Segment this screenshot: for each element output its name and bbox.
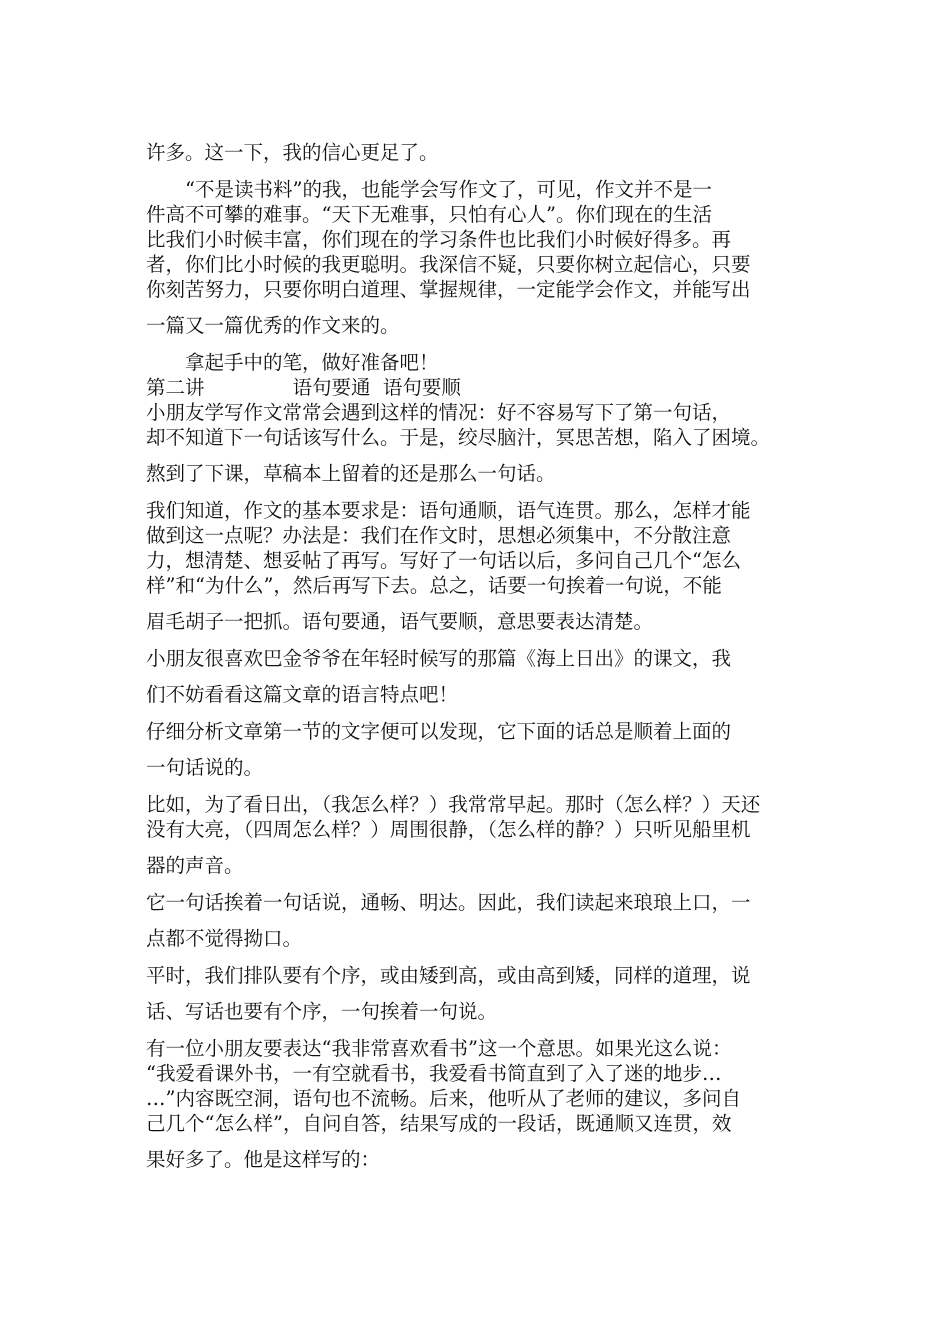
text-line: 仔细分析文章第一节的文字便可以发现，它下面的话总是顺着上面的 (146, 720, 732, 743)
text-line: 平时，我们排队要有个序，或由矮到高，或由高到矮，同样的道理，说 (146, 964, 751, 987)
text-line: 者，你们比小时候的我更聪明。我深信不疑，只要你树立起信心，只要 (146, 253, 751, 276)
text-line: 比我们小时候丰富，你们现在的学习条件也比我们小时候好得多。再 (146, 228, 732, 251)
text-line: 许多。这一下，我的信心更足了。 (146, 141, 439, 164)
text-line: 做到这一点呢？办法是：我们在作文时，思想必须集中，不分散注意 (146, 524, 732, 547)
text-line: 我们知道，作文的基本要求是：语句通顺，语气连贯。那么，怎样才能 (146, 499, 751, 522)
text-line: 点都不觉得拗口。 (146, 927, 303, 950)
text-line: 熬到了下课，草稿本上留着的还是那么一句话。 (146, 462, 556, 485)
text-line: 己几个“怎么样”，自问自答，结果写成的一段话，既通顺又连贯，效 (146, 1112, 732, 1135)
text-line: 们不妨看看这篇文章的语言特点吧！ (146, 683, 459, 706)
text-line: 比如，为了看日出，（我怎么样？）我常常早起。那时（怎么样？）天还 (146, 793, 761, 816)
text-line: …”内容既空洞，语句也不流畅。后来，他听从了老师的建议，多问自 (146, 1087, 741, 1110)
text-line: 果好多了。他是这样写的： (146, 1148, 381, 1171)
text-line: 眉毛胡子一把抓。语句要通，语气要顺，意思要表达清楚。 (146, 610, 654, 633)
text-line: 器的声音。 (146, 854, 244, 877)
text-line: 小朋友很喜欢巴金爷爷在年轻时候写的那篇《海上日出》的课文，我 (146, 647, 732, 670)
text-line: 话、写话也要有个序，一句挨着一句说。 (146, 1000, 498, 1023)
text-line: 它一句话挨着一句话说，通畅、明达。因此，我们读起来琅琅上口，一 (146, 891, 751, 914)
text-line: 拿起手中的笔，做好准备吧！ (146, 351, 439, 374)
text-line: 力，想清楚、想妥帖了再写。写好了一句话以后，多问自己几个“怎么 (146, 549, 741, 572)
text-line: 你刻苦努力，只要你明白道理、掌握规律，一定能学会作文，并能写出 (146, 278, 751, 301)
text-line: 却不知道下一句话该写什么。于是，绞尽脑汁，冥思苦想，陷入了困境。 (146, 426, 771, 449)
text-line: 没有大亮，（四周怎么样？）周围很静，（怎么样的静？）只听见船里机 (146, 818, 751, 841)
text-line: 样”和“为什么”，然后再写下去。总之，话要一句挨着一句说，不能 (146, 574, 722, 597)
text-line: 件高不可攀的难事。“天下无难事，只怕有心人”。你们现在的生活 (146, 203, 712, 226)
text-line: “不是读书料”的我，也能学会写作文了，可见，作文并不是一 (146, 178, 712, 201)
text-line: 有一位小朋友要表达“我非常喜欢看书”这一个意思。如果光这么说： (146, 1037, 732, 1060)
text-line: 一句话说的。 (146, 756, 264, 779)
lecture-heading (146, 376, 461, 400)
text-line: 一篇又一篇优秀的作文来的。 (146, 314, 400, 337)
text-line: 小朋友学写作文常常会遇到这样的情况：好不容易写下了第一句话， (146, 401, 732, 424)
lecture-number: 第二讲 (146, 376, 205, 399)
text-line: “我爱看课外书，一有空就看书，我爱看书简直到了入了迷的地步… (146, 1062, 722, 1085)
lecture-title: 语句要通 语句要顺 (292, 376, 461, 399)
